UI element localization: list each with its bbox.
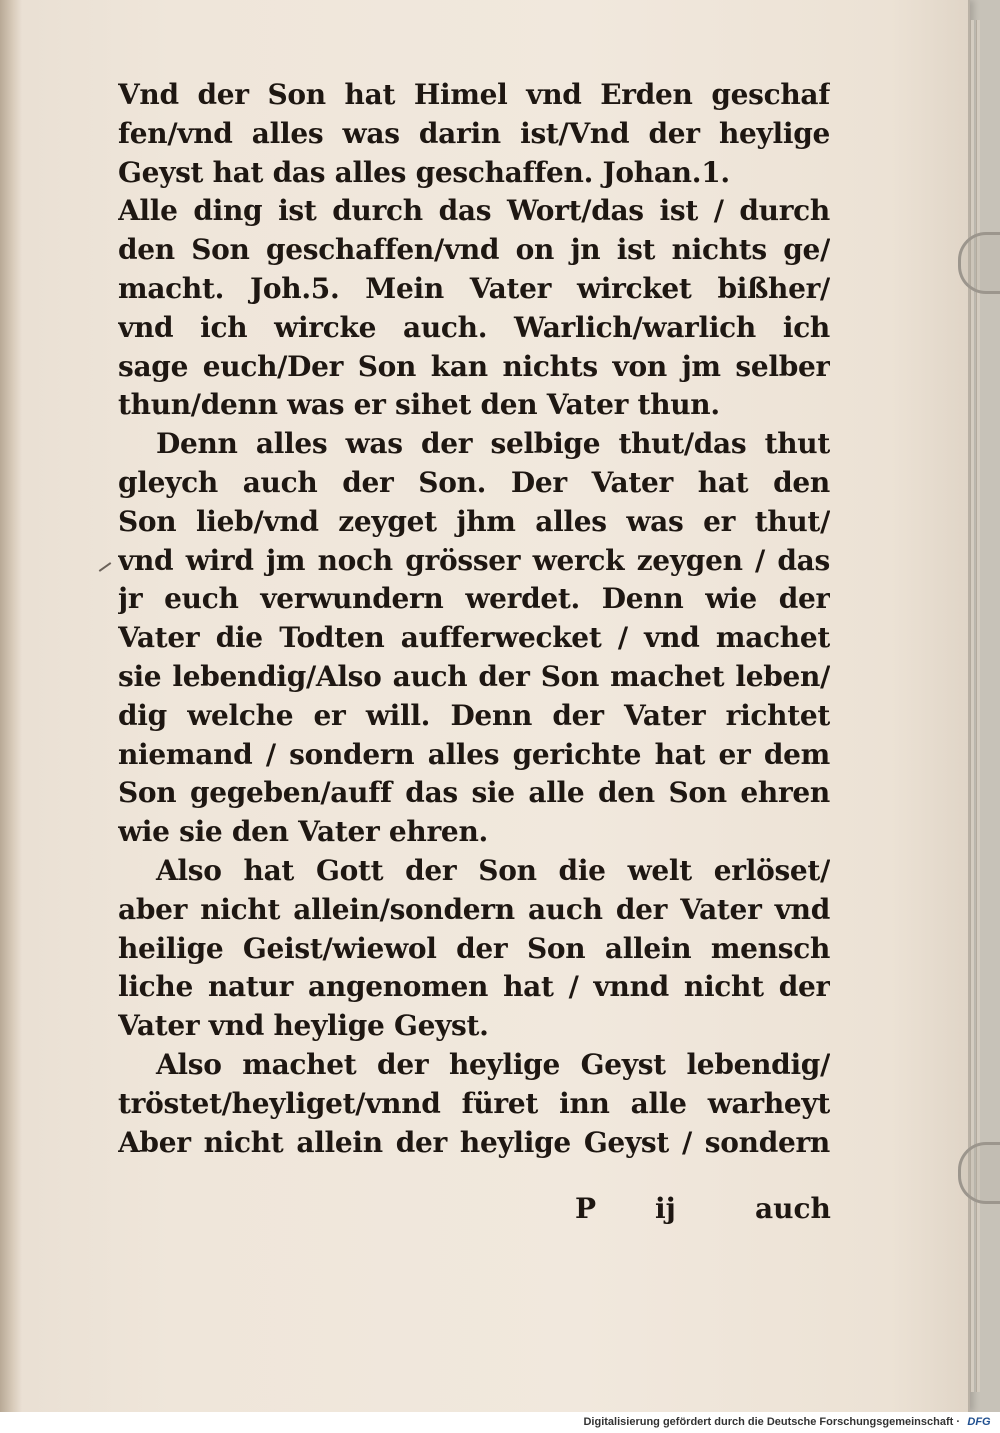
text-line: Also machet der heylige Geyst lebendig/ bbox=[156, 1047, 830, 1081]
text-line: Alle ding ist durch das Wort/das ist / durch bbox=[118, 194, 830, 228]
text-line: dig welche er will. Denn der Vater richtet bbox=[118, 698, 830, 732]
text-line: fen/vnd alles was darin ist/Vnd der heylige bbox=[118, 116, 830, 150]
text-line: Vnd der Son hat Himel vnd Erden geschaf bbox=[118, 78, 830, 111]
text-line: wie sie den Vater ehren. bbox=[118, 815, 488, 849]
text-line: niemand / sondern alles gerichte hat er dem bbox=[118, 737, 830, 771]
page-clip-top bbox=[958, 232, 1000, 294]
text-line: Son lieb/vnd zeyget jhm alles was er thut/ bbox=[118, 504, 830, 538]
text-line: Also hat Gott der Son die welt erlöset/ bbox=[156, 853, 830, 887]
page-clip-bottom bbox=[958, 1142, 1000, 1204]
funding-credit: Digitalisierung gefördert durch die Deutsche Forschungsgemeinschaft · bbox=[583, 1416, 960, 1428]
dfg-logo: DFG bbox=[964, 1415, 994, 1429]
text-line: Vater die Todten aufferwecket / vnd machet bbox=[118, 621, 830, 655]
text-line: vnd wird jm noch grösser werck zeygen / das bbox=[118, 543, 830, 577]
text-line: Geyst hat das alles geschaffen. Johan.1. bbox=[118, 155, 730, 189]
text-line: Denn alles was der selbige thut/das thut bbox=[156, 427, 830, 461]
signature-mark: P bbox=[575, 1192, 597, 1225]
text-line: den Son geschaffen/vnd on jn ist nichts ge/ bbox=[118, 233, 830, 267]
text-line: aber nicht allein/sondern auch der Vater vnd bbox=[118, 892, 830, 926]
text-line: sage euch/Der Son kan nichts von jm selber bbox=[118, 349, 830, 383]
signature-line bbox=[575, 1192, 831, 1232]
text-line: sie lebendig/Also auch der Son machet leben/ bbox=[118, 659, 830, 693]
text-line: gleych auch der Son. Der Vater hat den bbox=[118, 465, 830, 499]
text-line: jr euch verwundern werdet. Denn wie der bbox=[118, 582, 830, 616]
text-line: Son gegeben/auff das sie alle den Son ehren bbox=[118, 776, 830, 810]
text-line: Aber nicht allein der heylige Geyst / sondern bbox=[118, 1125, 830, 1159]
text-line: macht. Joh.5. Mein Vater wircket bißher/ bbox=[118, 271, 830, 305]
page-text bbox=[118, 76, 830, 1162]
text-line: liche natur angenomen hat / vnnd nicht der bbox=[118, 970, 830, 1004]
text-line: vnd ich wircke auch. Warlich/warlich ich bbox=[118, 310, 830, 344]
catchword: auch bbox=[755, 1192, 831, 1225]
signature-number: ij bbox=[655, 1192, 676, 1225]
text-line: tröstet/heyliget/vnnd füret inn alle warheyt bbox=[118, 1086, 830, 1120]
text-line: thun/denn was er sihet den Vater thun. bbox=[118, 388, 720, 422]
text-line: heilige Geist/wiewol der Son allein mensch bbox=[118, 931, 830, 965]
text-line: Vater vnd heylige Geyst. bbox=[118, 1009, 489, 1043]
page-gutter-shadow bbox=[0, 0, 22, 1412]
